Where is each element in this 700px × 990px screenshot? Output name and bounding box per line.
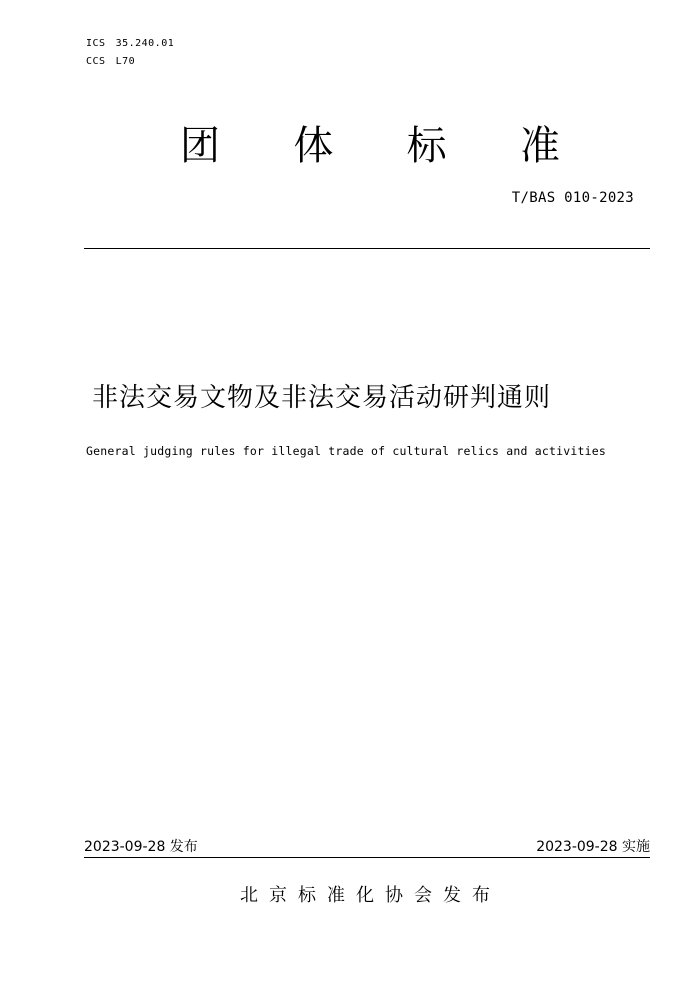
publisher-char: 标 [298,885,316,906]
main-title-char: 准 [519,123,560,169]
publisher-char: 发 [443,885,461,906]
document-title: 非法交易文物及非法交易活动研判通则 [92,383,552,413]
main-title-char: 体 [293,123,334,169]
publisher-char: 协 [385,885,403,906]
publisher-char: 准 [327,885,345,906]
document-title-english: General judging rules for illegal trade of cultural relics and activities [86,444,607,458]
bottom-divider [84,857,650,858]
ccs-code: L70 [115,56,136,67]
publisher [240,883,490,909]
implementation-date: 2023-09-28 实施 [536,839,650,855]
publisher-char: 布 [472,885,490,906]
publisher-char: 北 [240,885,258,906]
main-title [180,118,560,174]
ics-label: ICS [86,38,106,49]
publisher-char: 京 [269,885,287,906]
publisher-char: 会 [414,885,432,906]
ics-code: 35.240.01 [115,38,175,49]
ics-code-line [86,38,184,49]
top-divider [84,248,650,249]
standard-number: T/BAS 010-2023 [511,190,634,206]
publisher-char: 化 [356,885,374,906]
ccs-label: CCS [86,56,106,67]
ccs-code-line [86,56,145,67]
release-date: 2023-09-28 发布 [84,839,198,855]
main-title-char: 团 [180,123,220,169]
main-title-char: 标 [406,123,447,169]
